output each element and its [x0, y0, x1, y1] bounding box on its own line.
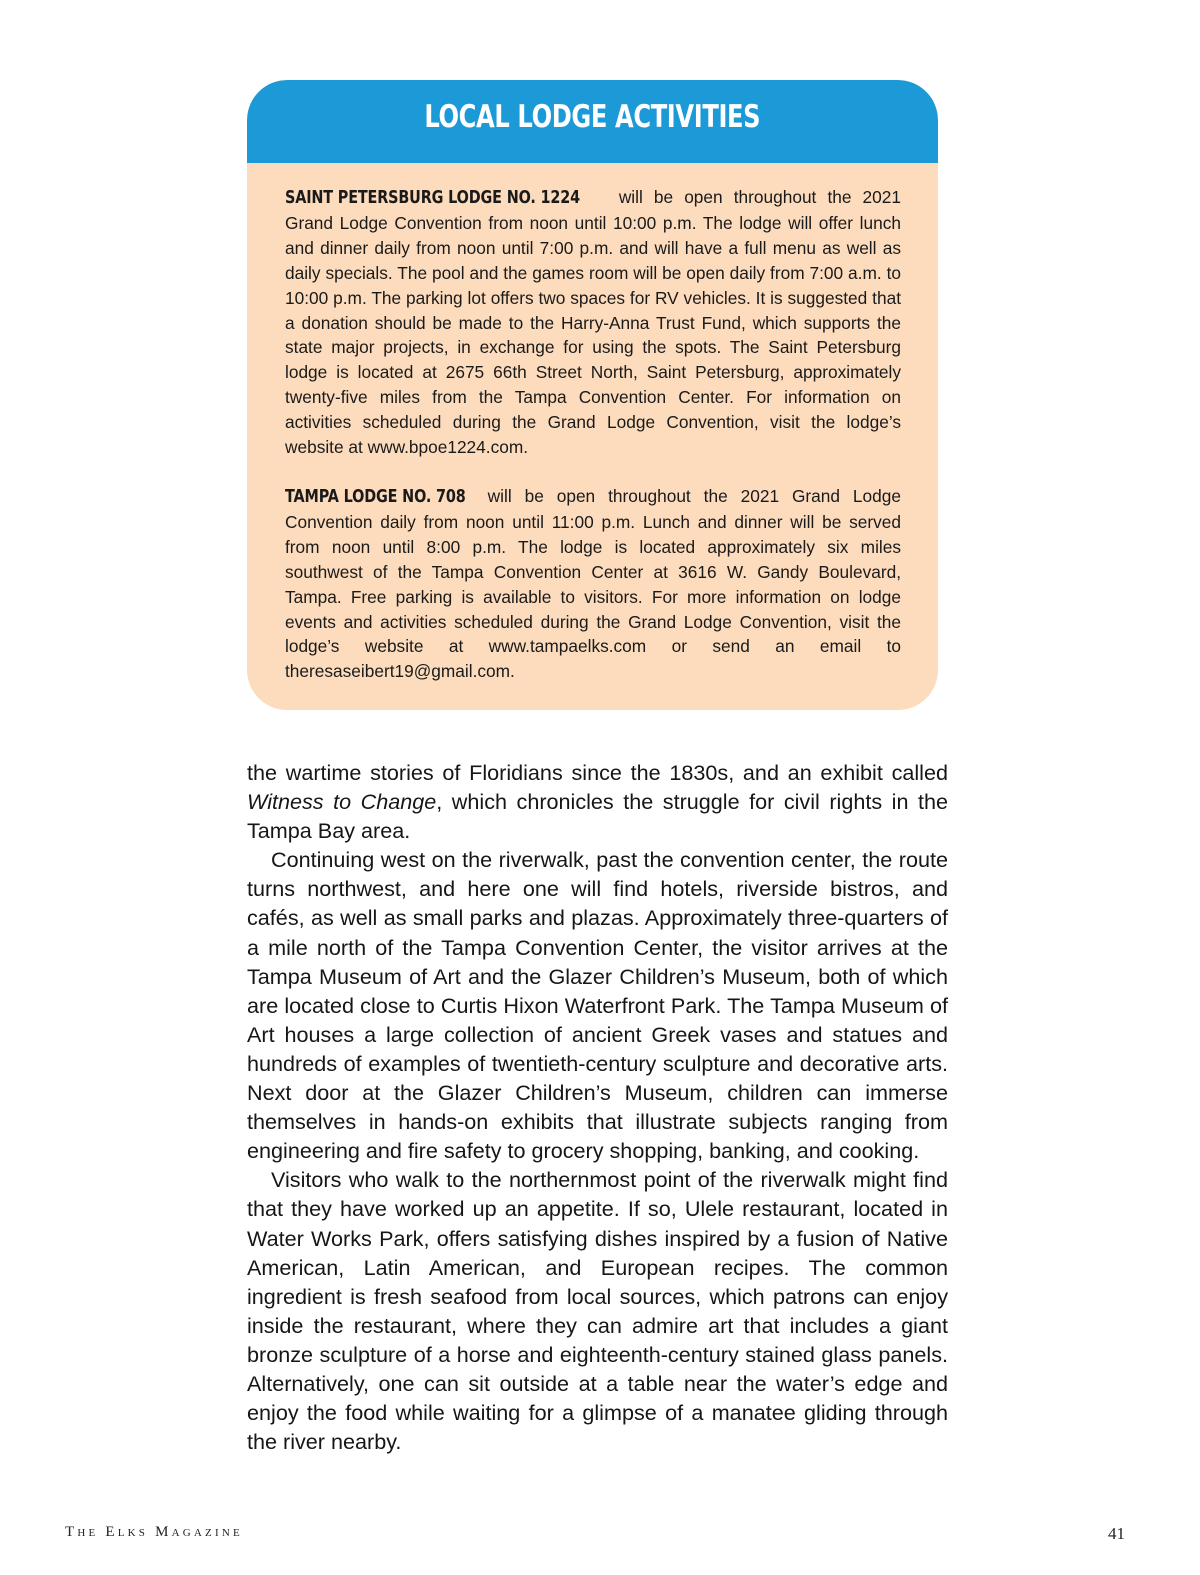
lodge-entry-tampa	[285, 484, 901, 684]
local-lodge-activities-box	[247, 80, 938, 710]
text-run: the wartime stories of Floridians since the 1830s, and an exhibit called	[247, 760, 948, 785]
text-run: , which chronicles the struggle for civil rights in the Tampa Bay area.	[247, 789, 948, 844]
lodge-description: will be open throughout the 2021 Grand Lodge Convention from noon until 10:00 p.m. The lodge will offer lunch and dinner daily from noon until 7:00 p.m. and will have a full menu as well as daily specials. The pool and the games room will be open daily from 7:00 a.m. to 10:00 p.m. The parking lot offers two spaces for RV vehicles. It is suggested that a donation should be made to the Harry-Anna Trust Fund, which supports the state major projects, in exchange for using the spots. The Saint Petersburg lodge is located at 2675 66th Street North, Saint Petersburg, approximately twenty-five miles from the Tampa Convention Center. For information on activities scheduled during the Grand Lodge Convention, visit the lodge’s website at www.bpoe1224.com.	[285, 187, 901, 458]
box-header	[247, 80, 938, 163]
exhibit-title: Witness to Change	[247, 789, 437, 815]
lodge-description: will be open throughout the 2021 Grand Lodge Convention daily from noon until 11:00 p.m. Lunch and dinner will be served from noon until 8:00 p.m. The lodge is located approximately six miles southwest of the Tampa Convention Center at 3616 W. Gandy Boulevard, Tampa. Free parking is available to visitors. For more information on lodge events and activities scheduled during the Grand Lodge Convention, visit the lodge’s website at www.tampaelks.com or send an email to theresaseibert19@gmail.com.	[285, 485, 901, 682]
article-body	[247, 758, 948, 1456]
article-paragraph: Continuing west on the riverwalk, past the convention center, the route turns northwest, and here one will find hotels, riverside bistros, and cafés, as well as small parks and plazas. Approximately three-quarters of a mile north of the Tampa Convention Center, the visitor arrives at the Tampa Museum of Art and the Glazer Children’s Museum, both of which are located close to Curtis Hixon Waterfront Park. The Tampa Museum of Art houses a large collection of ancient Greek vases and statues and hundreds of examples of twentieth-century sculpture and decorative arts. Next door at the Glazer Children’s Museum, children can immerse themselves in hands-on exhibits that illustrate subjects ranging from engineering and fire safety to grocery shopping, banking, and cooking.	[247, 847, 948, 1164]
box-body	[247, 163, 938, 684]
magazine-name: The Elks Magazine	[65, 1524, 243, 1540]
page-number: 41	[1108, 1524, 1125, 1543]
lodge-entry-saint-petersburg	[285, 185, 901, 460]
lodge-name: TAMPA LODGE NO. 708	[285, 485, 466, 507]
box-title: LOCAL LODGE ACTIVITIES	[424, 98, 761, 135]
article-paragraph: Visitors who walk to the northernmost point of the riverwalk might find that they have worked up an appetite. If so, Ulele restaurant, located in Water Works Park, offers satisfying dishes inspired by a fusion of Native American, Latin American, and European recipes. The common ingredient is fresh seafood from local sources, which patrons can enjoy inside the restaurant, where they can admire art that includes a giant bronze sculpture of a horse and eighteenth-century stained glass panels. Alternatively, one can sit outside at a table near the water’s edge and enjoy the food while waiting for a glimpse of a manatee gliding through the river nearby.	[247, 1167, 948, 1455]
article-paragraph	[247, 758, 948, 845]
lodge-name: SAINT PETERSBURG LODGE NO. 1224	[285, 187, 580, 208]
